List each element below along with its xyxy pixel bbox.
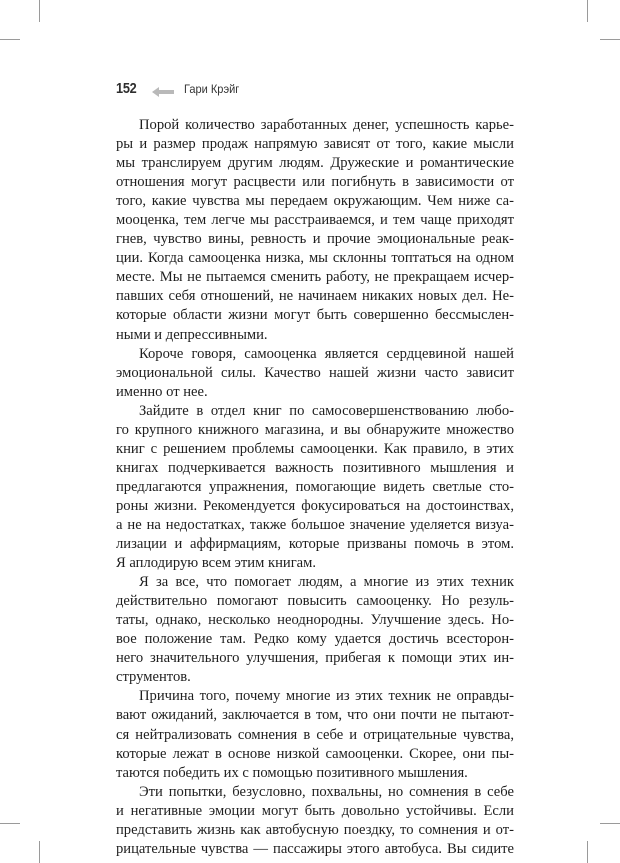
text-line: того, какие чувства мы передаем окружающим. Чем ниже са- [116, 193, 514, 210]
text-line: него значительного улучшения, прибегая к помощи этих ин- [116, 650, 514, 667]
text-line: действительно помогают повысить самооценку. Но резуль- [116, 593, 514, 610]
text-line: эмоциональной силы. Качество нашей жизни часто зависит [116, 364, 514, 381]
paragraph [116, 345, 514, 402]
page-number: 152 [116, 80, 137, 97]
text-line: Короче говоря, самооценка является сердцевиной нашей [139, 345, 514, 362]
text-line: которые лежат в основе низкой самооценки. Скорее, они пы- [116, 745, 514, 762]
text-line: Я аплодирую всем этим книгам. [116, 555, 317, 572]
crop-mark-bottom-left-h [0, 823, 20, 824]
crop-mark-top-left-h [0, 39, 20, 40]
paragraph [116, 573, 514, 687]
text-line: роны жизни. Рекомендуется фокусироваться на достоинствах, [116, 497, 514, 514]
text-line: Эти попытки, безусловно, похвальны, но сомнения в себе [139, 783, 514, 800]
crop-mark-bottom-right-h [600, 823, 620, 824]
text-line: Я за все, что помогает людям, а многие из этих техник [139, 574, 514, 591]
text-line: павших себя отношений, не начинаем никаких новых дел. Не- [116, 288, 514, 305]
text-line: струментов. [116, 669, 191, 686]
text-line: которые области жизни могут быть совершенно бессмыслен- [116, 307, 514, 324]
text-line: ся нейтрализовать сомнения в себе и отрицательные чувства, [116, 726, 514, 743]
crop-mark-top-right-h [600, 39, 620, 40]
text-line: вают ожиданий, заключается в том, что они почти не пытают- [116, 707, 514, 724]
text-line: книг с решением проблемы самооценки. Как правило, в этих [116, 440, 514, 457]
text-line: Причина того, почему многие из этих техник не оправды- [139, 688, 514, 705]
text-line: месте. Мы не пытаемся сменить работу, не прекращаем исчер- [116, 269, 514, 286]
crop-mark-bottom-left [39, 841, 40, 863]
text-line: го крупного книжного магазина, и вы обнаружите множество [116, 421, 514, 438]
text-line: рицательные чувства — пассажиры этого автобуса. Вы сидите [116, 840, 514, 857]
paragraph [116, 402, 514, 573]
running-head [116, 80, 244, 97]
text-line: и негативные эмоции могут быть довольно устойчивы. Если [116, 802, 514, 819]
text-line: таты, однако, несколько неоднородны. Улучшение здесь. Но- [116, 612, 514, 629]
text-line: предлагаются упражнения, помогающие видеть светлые сто- [116, 478, 514, 495]
text-line: ции. Когда самооценка низка, мы склонны топтаться на одном [116, 250, 514, 267]
crop-mark-bottom-right [587, 841, 588, 863]
text-line: представить жизнь как автобусную поездку, то сомнения и от- [116, 821, 514, 838]
text-line: ными и депрессивными. [116, 326, 268, 343]
text-line: лизации и аффирмациям, которые призваны помочь в этом. [116, 536, 514, 553]
text-line: мооценка, тем легче мы расстраиваемся, и тем чаще приходят [116, 212, 514, 229]
text-line: вое положение там. Редко кому удается достичь всесторон- [116, 631, 514, 648]
body-text [116, 116, 514, 859]
arrow-left-icon [152, 84, 174, 94]
text-line: а не на недостатках, также большое значение уделяется визуа- [116, 516, 514, 533]
crop-mark-top-right [587, 0, 588, 22]
text-line: отношения могут расцвести или погибнуть в зависимости от [116, 174, 514, 191]
text-line: таются победить их с помощью позитивного мышления. [116, 764, 468, 781]
paragraph [116, 687, 514, 782]
paragraph [116, 783, 514, 859]
text-line: Зайдите в отдел книг по самосовершенствованию любо- [139, 402, 514, 419]
text-line: книгах подчеркивается важность позитивного мышления и [116, 459, 514, 476]
text-line: ры и размер продаж напрямую зависят от того, какие мысли [116, 136, 514, 153]
text-line: именно от нее. [116, 383, 208, 400]
text-line: гнев, чувство вины, ревность и прочие эмоциональные реак- [116, 231, 514, 248]
author-name: Гари Крэйг [184, 81, 240, 96]
text-line: Порой количество заработанных денег, успешность карье- [139, 117, 514, 133]
crop-mark-top-left [39, 0, 40, 22]
paragraph [116, 116, 514, 345]
text-line: мы транслируем другим людям. Дружеские и романтические [116, 155, 514, 172]
